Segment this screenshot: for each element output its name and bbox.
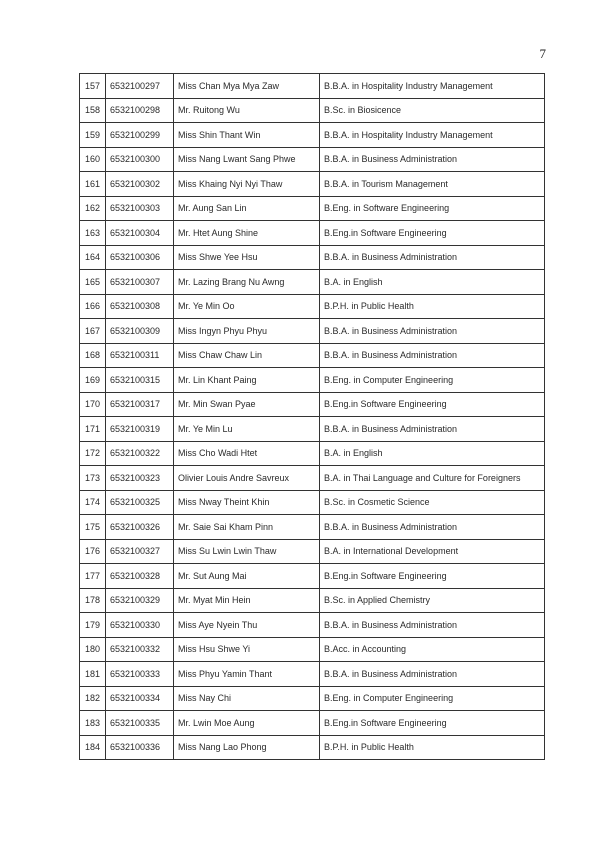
student-id-cell: 6532100329 xyxy=(106,588,174,613)
student-id-cell: 6532100335 xyxy=(106,711,174,736)
program-cell: B.Acc. in Accounting xyxy=(320,637,545,662)
table-row xyxy=(80,74,545,99)
table-row xyxy=(80,123,545,148)
student-id-cell: 6532100336 xyxy=(106,735,174,760)
program-cell: B.P.H. in Public Health xyxy=(320,294,545,319)
table-row xyxy=(80,564,545,589)
row-number-cell: 173 xyxy=(80,466,106,491)
table-row xyxy=(80,270,545,295)
program-cell: B.B.A. in Business Administration xyxy=(320,417,545,442)
table-row xyxy=(80,515,545,540)
student-id-cell: 6532100303 xyxy=(106,196,174,221)
student-id-cell: 6532100333 xyxy=(106,662,174,687)
table-row xyxy=(80,294,545,319)
program-cell: B.Eng. in Computer Engineering xyxy=(320,368,545,393)
student-name-cell: Miss Chan Mya Mya Zaw xyxy=(174,74,320,99)
student-name-cell: Mr. Ruitong Wu xyxy=(174,98,320,123)
program-cell: B.A. in English xyxy=(320,270,545,295)
student-name-cell: Miss Chaw Chaw Lin xyxy=(174,343,320,368)
row-number-cell: 157 xyxy=(80,74,106,99)
student-id-cell: 6532100334 xyxy=(106,686,174,711)
student-name-cell: Mr. Htet Aung Shine xyxy=(174,221,320,246)
student-id-cell: 6532100297 xyxy=(106,74,174,99)
student-name-cell: Miss Su Lwin Lwin Thaw xyxy=(174,539,320,564)
student-id-cell: 6532100330 xyxy=(106,613,174,638)
table-row xyxy=(80,196,545,221)
student-name-cell: Mr. Min Swan Pyae xyxy=(174,392,320,417)
program-cell: B.Sc. in Cosmetic Science xyxy=(320,490,545,515)
student-name-cell: Miss Shin Thant Win xyxy=(174,123,320,148)
program-cell: B.B.A. in Business Administration xyxy=(320,613,545,638)
table-row xyxy=(80,686,545,711)
student-name-cell: Miss Khaing Nyi Nyi Thaw xyxy=(174,172,320,197)
table-row xyxy=(80,172,545,197)
program-cell: B.B.A. in Business Administration xyxy=(320,319,545,344)
row-number-cell: 158 xyxy=(80,98,106,123)
program-cell: B.P.H. in Public Health xyxy=(320,735,545,760)
student-id-cell: 6532100332 xyxy=(106,637,174,662)
table-row xyxy=(80,319,545,344)
program-cell: B.B.A. in Business Administration xyxy=(320,343,545,368)
student-id-cell: 6532100299 xyxy=(106,123,174,148)
row-number-cell: 167 xyxy=(80,319,106,344)
row-number-cell: 176 xyxy=(80,539,106,564)
student-id-cell: 6532100302 xyxy=(106,172,174,197)
program-cell: B.B.A. in Business Administration xyxy=(320,515,545,540)
student-table-body xyxy=(80,74,545,760)
row-number-cell: 160 xyxy=(80,147,106,172)
student-name-cell: Mr. Aung San Lin xyxy=(174,196,320,221)
program-cell: B.B.A. in Hospitality Industry Management xyxy=(320,123,545,148)
row-number-cell: 162 xyxy=(80,196,106,221)
table-row xyxy=(80,637,545,662)
student-id-cell: 6532100304 xyxy=(106,221,174,246)
page-number: 7 xyxy=(539,46,546,61)
row-number-cell: 180 xyxy=(80,637,106,662)
row-number-cell: 171 xyxy=(80,417,106,442)
table-row xyxy=(80,588,545,613)
row-number-cell: 172 xyxy=(80,441,106,466)
student-id-cell: 6532100319 xyxy=(106,417,174,442)
student-id-cell: 6532100327 xyxy=(106,539,174,564)
table-row xyxy=(80,245,545,270)
table-row xyxy=(80,98,545,123)
student-name-cell: Miss Aye Nyein Thu xyxy=(174,613,320,638)
program-cell: B.B.A. in Business Administration xyxy=(320,147,545,172)
student-name-cell: Mr. Ye Min Oo xyxy=(174,294,320,319)
student-id-cell: 6532100298 xyxy=(106,98,174,123)
table-row xyxy=(80,662,545,687)
row-number-cell: 166 xyxy=(80,294,106,319)
program-cell: B.Eng. in Computer Engineering xyxy=(320,686,545,711)
table-row xyxy=(80,613,545,638)
table-row xyxy=(80,441,545,466)
student-id-cell: 6532100315 xyxy=(106,368,174,393)
table-row xyxy=(80,343,545,368)
student-id-cell: 6532100300 xyxy=(106,147,174,172)
program-cell: B.Sc. in Applied Chemistry xyxy=(320,588,545,613)
row-number-cell: 161 xyxy=(80,172,106,197)
student-id-cell: 6532100323 xyxy=(106,466,174,491)
row-number-cell: 164 xyxy=(80,245,106,270)
student-id-cell: 6532100317 xyxy=(106,392,174,417)
student-name-cell: Miss Cho Wadi Htet xyxy=(174,441,320,466)
row-number-cell: 165 xyxy=(80,270,106,295)
student-name-cell: Miss Shwe Yee Hsu xyxy=(174,245,320,270)
program-cell: B.Eng.in Software Engineering xyxy=(320,221,545,246)
student-name-cell: Miss Nang Lao Phong xyxy=(174,735,320,760)
student-name-cell: Miss Ingyn Phyu Phyu xyxy=(174,319,320,344)
student-name-cell: Miss Hsu Shwe Yi xyxy=(174,637,320,662)
program-cell: B.B.A. in Hospitality Industry Management xyxy=(320,74,545,99)
student-table xyxy=(79,73,545,760)
table-row xyxy=(80,735,545,760)
program-cell: B.A. in International Development xyxy=(320,539,545,564)
table-row xyxy=(80,221,545,246)
table-row xyxy=(80,417,545,442)
student-id-cell: 6532100325 xyxy=(106,490,174,515)
program-cell: B.B.A. in Business Administration xyxy=(320,245,545,270)
student-name-cell: Miss Phyu Yamin Thant xyxy=(174,662,320,687)
student-name-cell: Mr. Lazing Brang Nu Awng xyxy=(174,270,320,295)
program-cell: B.B.A. in Tourism Management xyxy=(320,172,545,197)
student-id-cell: 6532100328 xyxy=(106,564,174,589)
program-cell: B.Sc. in Biosicence xyxy=(320,98,545,123)
row-number-cell: 163 xyxy=(80,221,106,246)
student-name-cell: Miss Nay Chi xyxy=(174,686,320,711)
program-cell: B.Eng.in Software Engineering xyxy=(320,711,545,736)
student-name-cell: Mr. Ye Min Lu xyxy=(174,417,320,442)
row-number-cell: 179 xyxy=(80,613,106,638)
row-number-cell: 182 xyxy=(80,686,106,711)
table-row xyxy=(80,392,545,417)
student-id-cell: 6532100326 xyxy=(106,515,174,540)
student-id-cell: 6532100309 xyxy=(106,319,174,344)
row-number-cell: 177 xyxy=(80,564,106,589)
student-id-cell: 6532100311 xyxy=(106,343,174,368)
student-id-cell: 6532100307 xyxy=(106,270,174,295)
program-cell: B.Eng.in Software Engineering xyxy=(320,392,545,417)
table-row xyxy=(80,147,545,172)
table-row xyxy=(80,711,545,736)
student-name-cell: Miss Nway Theint Khin xyxy=(174,490,320,515)
student-name-cell: Mr. Myat Min Hein xyxy=(174,588,320,613)
program-cell: B.B.A. in Business Administration xyxy=(320,662,545,687)
row-number-cell: 168 xyxy=(80,343,106,368)
row-number-cell: 159 xyxy=(80,123,106,148)
student-id-cell: 6532100306 xyxy=(106,245,174,270)
program-cell: B.A. in English xyxy=(320,441,545,466)
row-number-cell: 169 xyxy=(80,368,106,393)
student-id-cell: 6532100308 xyxy=(106,294,174,319)
program-cell: B.Eng.in Software Engineering xyxy=(320,564,545,589)
program-cell: B.A. in Thai Language and Culture for Foreigners xyxy=(320,466,545,491)
student-id-cell: 6532100322 xyxy=(106,441,174,466)
table-row xyxy=(80,466,545,491)
student-name-cell: Mr. Lwin Moe Aung xyxy=(174,711,320,736)
row-number-cell: 170 xyxy=(80,392,106,417)
row-number-cell: 178 xyxy=(80,588,106,613)
student-name-cell: Mr. Sut Aung Mai xyxy=(174,564,320,589)
student-name-cell: Mr. Lin Khant Paing xyxy=(174,368,320,393)
table-row xyxy=(80,539,545,564)
row-number-cell: 174 xyxy=(80,490,106,515)
row-number-cell: 183 xyxy=(80,711,106,736)
student-name-cell: Mr. Saie Sai Kham Pinn xyxy=(174,515,320,540)
row-number-cell: 175 xyxy=(80,515,106,540)
row-number-cell: 184 xyxy=(80,735,106,760)
student-name-cell: Miss Nang Lwant Sang Phwe xyxy=(174,147,320,172)
program-cell: B.Eng. in Software Engineering xyxy=(320,196,545,221)
table-row xyxy=(80,490,545,515)
student-name-cell: Olivier Louis Andre Savreux xyxy=(174,466,320,491)
table-row xyxy=(80,368,545,393)
row-number-cell: 181 xyxy=(80,662,106,687)
